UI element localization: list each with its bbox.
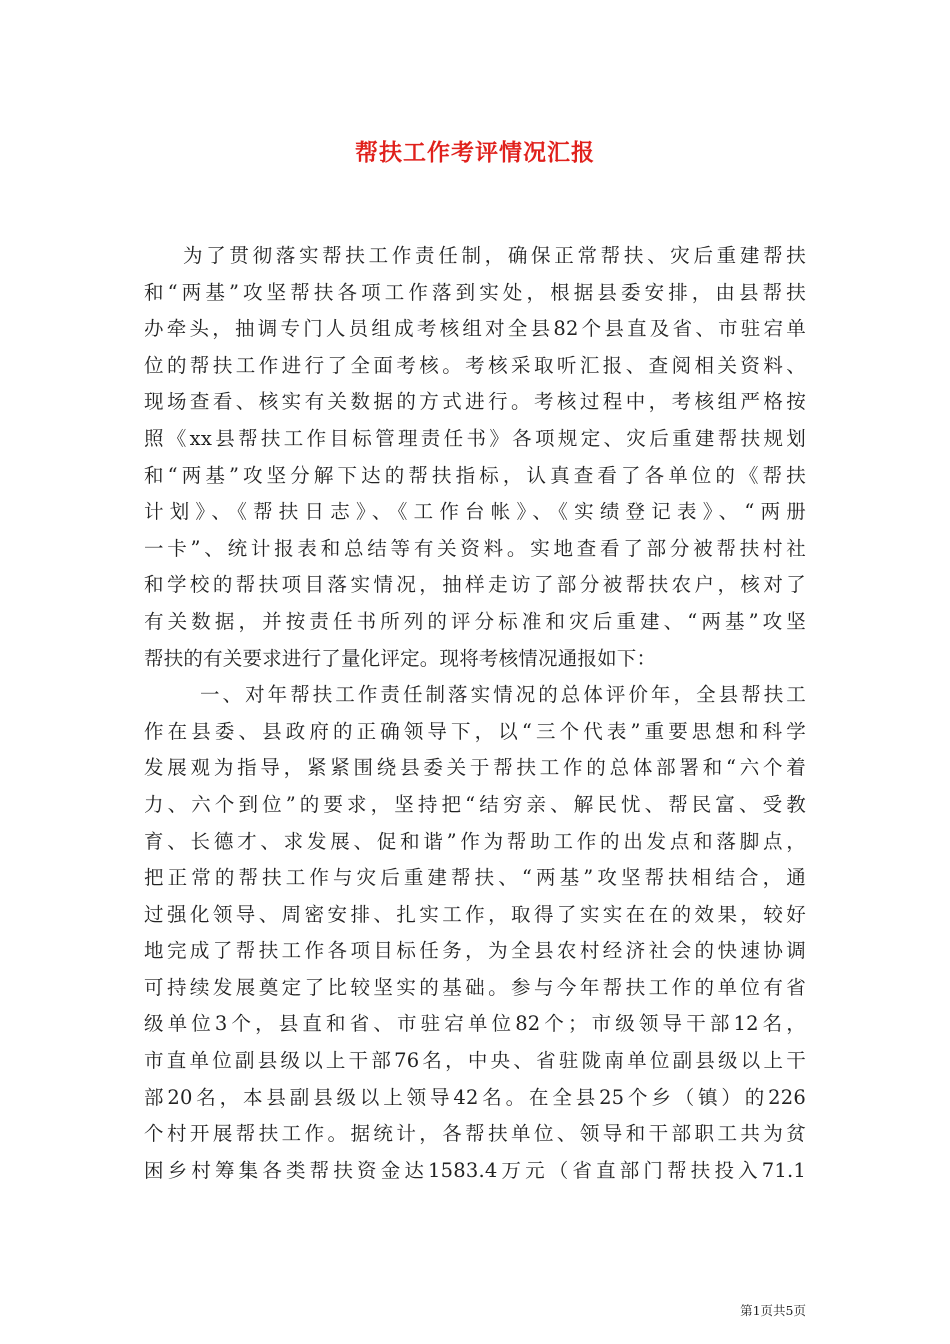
section-heading-line: 一、对年帮扶工作责任制落实情况的总体评价年，全县帮扶工 bbox=[200, 683, 806, 707]
paragraph-line: 一卡”、统计报表和总结等有关资料。实地查看了部分被帮扶村社 bbox=[144, 536, 806, 560]
paragraph-line: 帮扶的有关要求进行了量化评定。现将考核情况通报如下： bbox=[144, 646, 657, 670]
paragraph-line: 办牵头，抽调专门人员组成考核组对全县82个县直及省、市驻宕单 bbox=[144, 317, 806, 341]
paragraph-line: 有关数据，并按责任书所列的评分标准和灾后重建、“两基”攻坚 bbox=[144, 609, 806, 633]
paragraph-line: 市直单位副县级以上干部76名，中央、省驻陇南单位副县级以上干 bbox=[144, 1049, 806, 1073]
paragraph-line: 和“两基”攻坚帮扶各项工作落到实处，根据县委安排，由县帮扶 bbox=[144, 280, 806, 304]
paragraph-line: 育、长德才、求发展、促和谐”作为帮助工作的出发点和落脚点， bbox=[144, 829, 806, 853]
paragraph-line: 力、六个到位”的要求，坚持把“结穷亲、解民忧、帮民富、受教 bbox=[144, 792, 806, 816]
document-title: 帮扶工作考评情况汇报 bbox=[355, 139, 595, 166]
page-number: 第1页共5页 bbox=[740, 1303, 806, 1318]
paragraph-line: 计划》、《帮扶日志》、《工作台帐》、《实绩登记表》、“两册 bbox=[144, 500, 806, 524]
paragraph-line: 个村开展帮扶工作。据统计，各帮扶单位、领导和干部职工共为贫 bbox=[144, 1122, 806, 1146]
paragraph-line: 位的帮扶工作进行了全面考核。考核采取听汇报、查阅相关资料、 bbox=[144, 353, 806, 377]
paragraph-line: 部20名，本县副县级以上领导42名。在全县25个乡（镇）的226 bbox=[144, 1085, 806, 1109]
paragraph-line: 把正常的帮扶工作与灾后重建帮扶、“两基”攻坚帮扶相结合，通 bbox=[144, 866, 806, 890]
paragraph-line: 过强化领导、周密安排、扎实工作，取得了实实在在的效果，较好 bbox=[144, 902, 806, 926]
paragraph-line: 作在县委、县政府的正确领导下，以“三个代表”重要思想和科学 bbox=[144, 719, 806, 743]
paragraph-line: 地完成了帮扶工作各项目标任务，为全县农村经济社会的快速协调 bbox=[144, 939, 806, 963]
paragraph-line: 可持续发展奠定了比较坚实的基础。参与今年帮扶工作的单位有省 bbox=[144, 975, 806, 999]
paragraph-line: 和学校的帮扶项目落实情况，抽样走访了部分被帮扶农户，核对了 bbox=[144, 573, 806, 597]
paragraph-line: 现场查看、核实有关数据的方式进行。考核过程中，考核组严格按 bbox=[144, 390, 806, 414]
paragraph-line: 照《xx县帮扶工作目标管理责任书》各项规定、灾后重建帮扶规划 bbox=[144, 426, 806, 450]
paragraph-line: 和“两基”攻坚分解下达的帮扶指标，认真查看了各单位的《帮扶 bbox=[144, 463, 806, 487]
paragraph-line: 发展观为指导，紧紧围绕县委关于帮扶工作的总体部署和“六个着 bbox=[144, 756, 806, 780]
document-body bbox=[144, 238, 806, 1189]
paragraph-line: 级单位3个，县直和省、市驻宕单位82个；市级领导干部12名， bbox=[144, 1012, 806, 1036]
paragraph-line: 为了贯彻落实帮扶工作责任制，确保正常帮扶、灾后重建帮扶 bbox=[183, 244, 806, 267]
paragraph-line: 困乡村筹集各类帮扶资金达1583.4万元（省直部门帮扶投入71.1 bbox=[144, 1158, 806, 1182]
